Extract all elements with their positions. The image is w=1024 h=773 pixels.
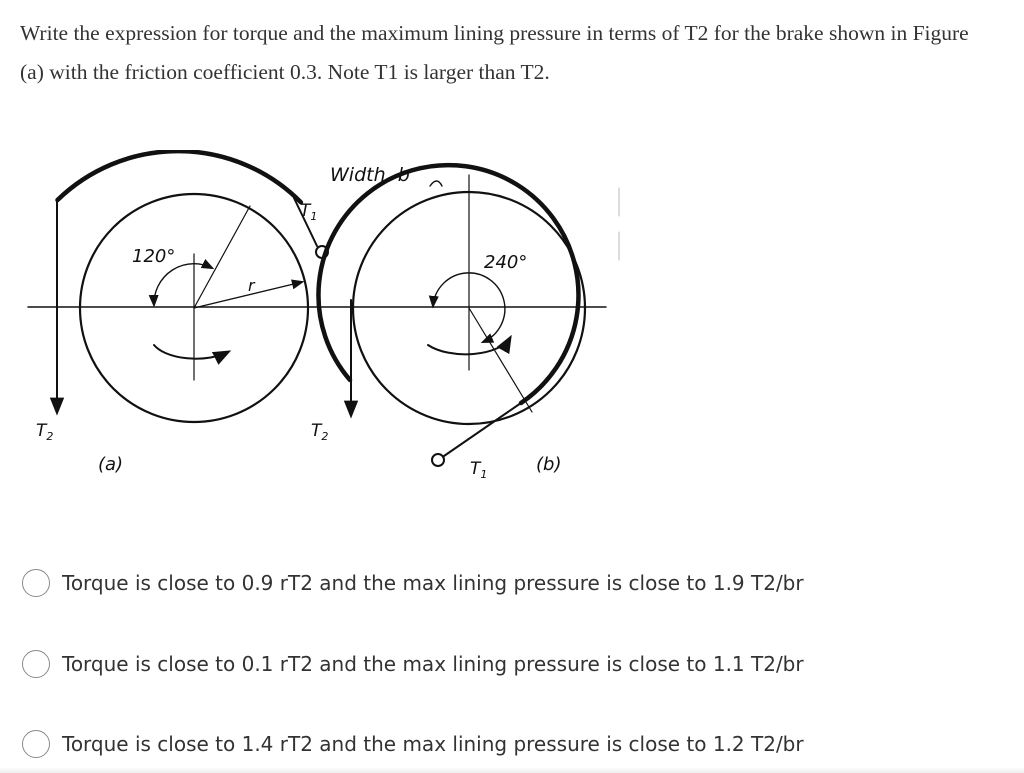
width-pointer [430,181,442,186]
t1-ring-b [432,454,444,466]
radio-button-1[interactable] [22,569,50,597]
t2-label-b: $T_2$ [311,421,329,443]
caption-b: (b) [536,454,562,475]
option-label-1: Torque is close to 0.9 rT2 and the max lining pressure is close to 1.9 T2/br [62,571,804,595]
angle-line-a [194,206,250,308]
brake-diagram [0,150,620,510]
width-label: Width, b [330,164,410,186]
option-label-2: Torque is close to 0.1 rT2 and the max lining pressure is close to 1.1 T2/br [62,652,804,676]
angle-label-b: 240° [484,252,528,273]
rotation-arrow-a [154,345,228,359]
bottom-shadow [0,767,1024,773]
t2-label-a: $T_2$ [36,421,54,443]
radio-button-3[interactable] [22,730,50,758]
option-label-3: Torque is close to 1.4 rT2 and the max lining pressure is close to 1.2 T2/br [62,732,804,756]
t1-label-b: $T_1$ [470,459,488,481]
band-b [318,165,578,403]
t1-cable-b [444,403,521,456]
angle-line-b [469,308,532,412]
radius-label: r [248,276,255,295]
brake-figure [0,150,620,510]
question-text: Write the expression for torque and the maximum lining pressure in terms of T2 for the brake shown in Figure (a) with the friction coefficient 0.3. Note T1 is larger than T2. [20,21,969,84]
answer-option-2[interactable] [22,647,804,681]
answer-option-3[interactable] [22,727,804,761]
answer-option-1[interactable] [22,566,804,600]
angle-label-a: 120° [132,246,176,267]
angle-arc-a [154,264,212,305]
t1-label-a: $T_1$ [300,201,318,223]
caption-a: (a) [98,454,124,475]
radio-button-2[interactable] [22,650,50,678]
